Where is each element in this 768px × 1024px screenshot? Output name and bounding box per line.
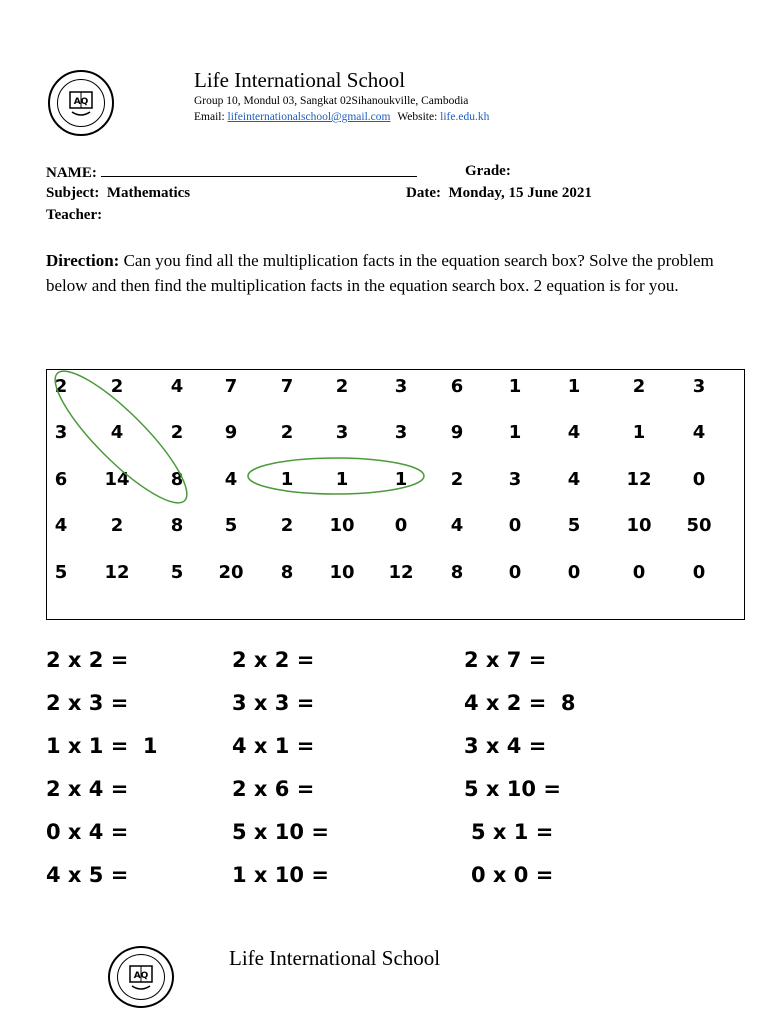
grid-cell: 5	[567, 515, 581, 536]
grid-cell: 3	[394, 422, 408, 443]
equation-search-box	[46, 369, 745, 620]
grid-cell: 3	[508, 469, 522, 490]
grid-cell: 10	[329, 515, 355, 536]
grid-cell: 2	[280, 515, 294, 536]
grid-cell: 8	[170, 515, 184, 536]
grid-cell: 1	[335, 469, 349, 490]
equation: 4 x 1 =	[232, 734, 315, 758]
grid-cell: 2	[632, 376, 646, 397]
grid-cell: 4	[170, 376, 184, 397]
name-label: NAME:	[46, 165, 97, 181]
footer-logo	[108, 946, 174, 1008]
equation: 2 x 4 =	[46, 777, 129, 801]
grid-cell: 2	[450, 469, 464, 490]
grid-cell: 4	[692, 422, 706, 443]
grid-cell: 10	[626, 515, 652, 536]
teacher-label: Teacher:	[46, 207, 103, 223]
direction-paragraph	[46, 249, 726, 298]
grid-cell: 9	[450, 422, 464, 443]
equation: 2 x 2 =	[46, 648, 129, 672]
subject-value: Mathematics	[106, 185, 191, 201]
school-logo	[48, 70, 114, 136]
grid-cell: 14	[104, 469, 130, 490]
grid-cell: 12	[104, 562, 130, 583]
grid-cell: 3	[54, 422, 68, 443]
grid-cell: 2	[110, 515, 124, 536]
grid-cell: 1	[508, 422, 522, 443]
grid-cell: 0	[508, 562, 522, 583]
grid-cell: 3	[692, 376, 706, 397]
equation: 1 x 1 = 1	[46, 734, 158, 758]
subject-label: Subject:	[46, 185, 100, 201]
name-field	[46, 163, 417, 182]
grid-cell: 2	[170, 422, 184, 443]
grid-cell: 20	[218, 562, 244, 583]
email-label: Email:	[194, 111, 225, 123]
grid-cell: 4	[224, 469, 238, 490]
grid-cell: 5	[170, 562, 184, 583]
grid-cell: 2	[280, 422, 294, 443]
grid-cell: 6	[54, 469, 68, 490]
grid-cell: 50	[686, 515, 712, 536]
grade-label: Grade:	[465, 163, 511, 179]
grid-cell: 0	[692, 562, 706, 583]
name-blank	[101, 163, 417, 177]
grid-cell: 6	[450, 376, 464, 397]
equation: 5 x 10 =	[464, 777, 561, 801]
grid-cell: 1	[632, 422, 646, 443]
grid-cell: 8	[170, 469, 184, 490]
subject-field	[46, 185, 190, 202]
grid-cell: 1	[280, 469, 294, 490]
grid-cell: 3	[335, 422, 349, 443]
grid-cell: 2	[54, 376, 68, 397]
grid-cell: 0	[692, 469, 706, 490]
date-value: Monday, 15 June 2021	[448, 185, 592, 201]
grid-cell: 8	[280, 562, 294, 583]
grid-cell: 2	[335, 376, 349, 397]
grid-cell: 4	[54, 515, 68, 536]
grid-cell: 12	[626, 469, 652, 490]
grid-cell: 1	[394, 469, 408, 490]
date-field	[406, 185, 592, 202]
equation: 5 x 10 =	[232, 820, 329, 844]
equation: 5 x 1 =	[471, 820, 554, 844]
grid-cell: 0	[567, 562, 581, 583]
grid-cell: 5	[54, 562, 68, 583]
grid-cell: 2	[110, 376, 124, 397]
grid-cell: 4	[567, 422, 581, 443]
footer-school-name: Life International School	[229, 946, 441, 970]
grid-cell: 5	[224, 515, 238, 536]
equation: 2 x 7 =	[464, 648, 547, 672]
grid-cell: 1	[508, 376, 522, 397]
grid-cell: 7	[280, 376, 294, 397]
grid-cell: 10	[329, 562, 355, 583]
school-address: Group 10, Mondul 03, Sangkat 02Sihanoukville, Cambodia	[194, 95, 469, 107]
grid-cell: 0	[394, 515, 408, 536]
direction-label: Direction:	[46, 251, 120, 270]
grid-cell: 4	[110, 422, 124, 443]
grid-cell: 4	[450, 515, 464, 536]
grid-cell: 1	[567, 376, 581, 397]
equation: 3 x 3 =	[232, 691, 315, 715]
equation: 1 x 10 =	[232, 863, 329, 887]
equation: 4 x 2 = 8	[464, 691, 576, 715]
website-label: Website:	[397, 111, 438, 123]
grid-cell: 8	[450, 562, 464, 583]
website-link[interactable]: life.edu.kh	[440, 111, 490, 123]
direction-text: Can you find all the multiplication facts in the equation search box? Solve the problem below and then find the multiplication facts in the equation search box. 2 equation is for you.	[46, 251, 714, 295]
grid-cell: 12	[388, 562, 414, 583]
equation: 2 x 6 =	[232, 777, 315, 801]
email-link[interactable]: lifeinternationalschool@gmail.com	[227, 111, 391, 123]
grid-cell: 0	[508, 515, 522, 536]
grid-cell: 9	[224, 422, 238, 443]
footer-logo-text: AQ	[133, 971, 149, 981]
grid-cell: 7	[224, 376, 238, 397]
equation: 0 x 4 =	[46, 820, 129, 844]
grid-cell: 4	[567, 469, 581, 490]
grid-cell: 0	[632, 562, 646, 583]
equation: 3 x 4 =	[464, 734, 547, 758]
equation: 4 x 5 =	[46, 863, 129, 887]
logo-text: AQ	[73, 97, 89, 107]
date-label: Date:	[406, 185, 441, 201]
school-name: Life International School	[194, 68, 406, 92]
contact-line	[194, 111, 489, 123]
highlight-ovals	[47, 370, 746, 621]
equation: 2 x 3 =	[46, 691, 129, 715]
equation: 0 x 0 =	[471, 863, 554, 887]
equation: 2 x 2 =	[232, 648, 315, 672]
grid-cell: 3	[394, 376, 408, 397]
